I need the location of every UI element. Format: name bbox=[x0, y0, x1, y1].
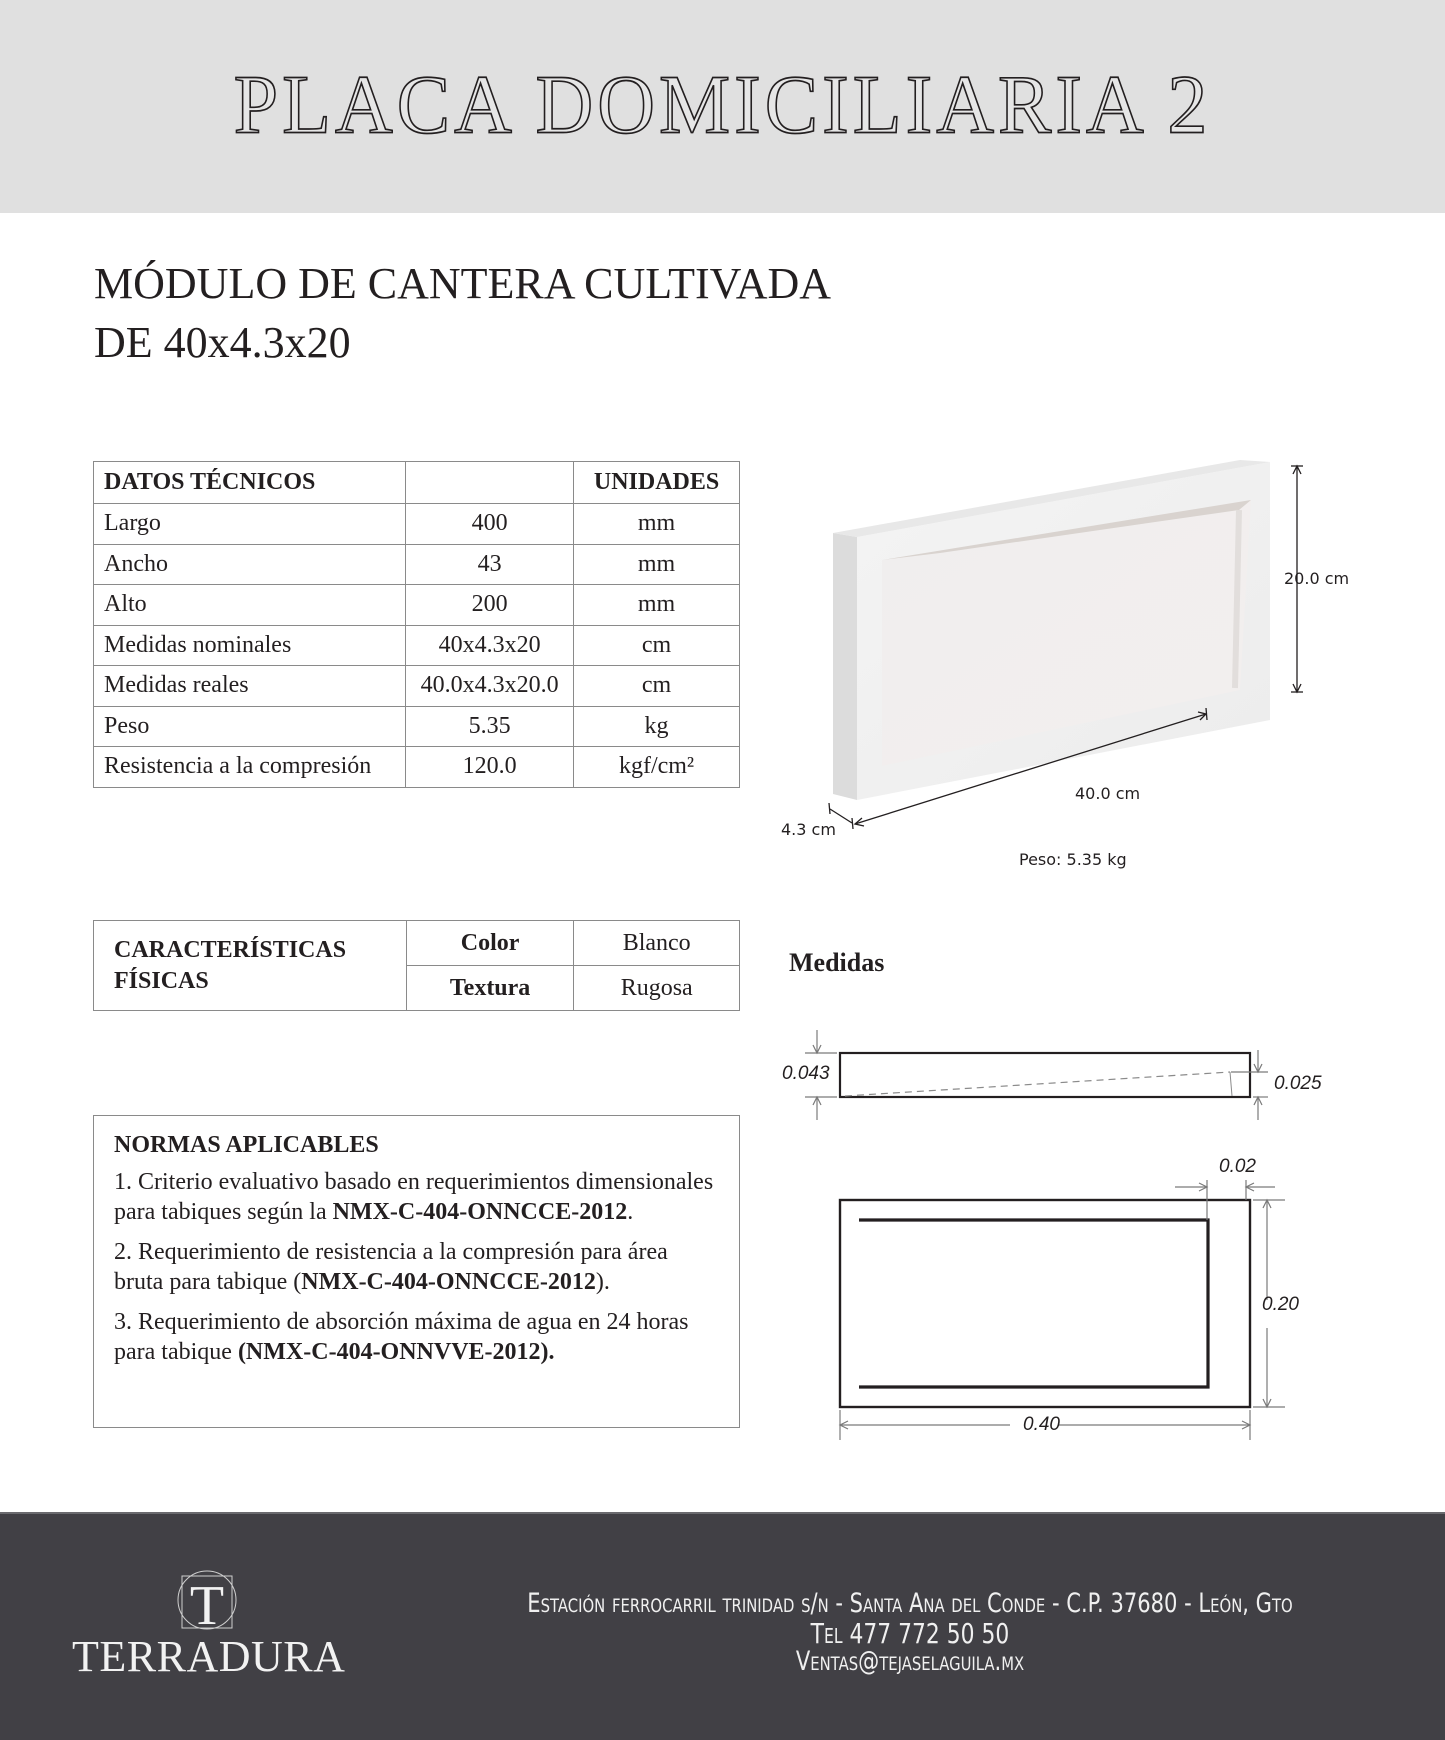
norma-item bbox=[114, 1167, 719, 1227]
row-value: 200 bbox=[406, 585, 574, 626]
norma-text: 1. Criterio evaluativo basado en requerimientos dimensionales para tabiques según la bbox=[114, 1169, 714, 1225]
table-row bbox=[94, 921, 740, 966]
table-row bbox=[94, 747, 740, 788]
row-unit: cm bbox=[574, 625, 740, 666]
characteristics-table bbox=[93, 920, 740, 1011]
row-label: Alto bbox=[94, 585, 406, 626]
row-unit: mm bbox=[574, 504, 740, 545]
footer-phone: Tel 477 772 50 50 bbox=[810, 1617, 1010, 1650]
photo-height-label: 20.0 cm bbox=[1284, 569, 1350, 588]
product-subtitle bbox=[94, 254, 831, 372]
norma-text: 2. Requerimiento de resistencia a la compresión para área bruta para tabique ( bbox=[114, 1239, 668, 1295]
norma-suffix: . bbox=[627, 1199, 634, 1225]
subtitle-line-1: MÓDULO DE CANTERA CULTIVADA bbox=[94, 259, 832, 308]
norma-text: 3. Requerimiento de absorción máxima de agua en 24 horas para tabique bbox=[114, 1309, 689, 1365]
row-unit: cm bbox=[574, 666, 740, 707]
side-left-thickness-label: 0.043 bbox=[782, 1063, 830, 1084]
logo-letter: T bbox=[189, 1575, 225, 1637]
attribute-texture: Textura bbox=[406, 966, 574, 1011]
row-unit: kgf/cm² bbox=[574, 747, 740, 788]
norma-code: NMX-C-404-ONNCCE-2012 bbox=[332, 1199, 628, 1225]
table-header-row bbox=[94, 462, 740, 504]
row-label: Medidas reales bbox=[94, 666, 406, 707]
norma-code: NMX-C-404-ONNCCE-2012 bbox=[301, 1269, 596, 1295]
value-color: Blanco bbox=[574, 921, 740, 966]
row-value: 400 bbox=[406, 504, 574, 545]
row-value: 120.0 bbox=[406, 747, 574, 788]
table-row bbox=[94, 504, 740, 545]
row-label: Resistencia a la compresión bbox=[94, 747, 406, 788]
row-unit: kg bbox=[574, 706, 740, 747]
row-label: Largo bbox=[94, 504, 406, 545]
front-length-label: 0.40 bbox=[1023, 1414, 1060, 1435]
header-unidades: UNIDADES bbox=[574, 462, 740, 504]
front-view-drawing bbox=[770, 1140, 1330, 1450]
technical-data-table bbox=[93, 461, 740, 788]
row-unit: mm bbox=[574, 585, 740, 626]
brand-name: TERRADURA bbox=[72, 1632, 346, 1681]
table-row bbox=[94, 544, 740, 585]
side-right-thickness-label: 0.025 bbox=[1274, 1073, 1322, 1094]
photo-length-label: 40.0 cm bbox=[1075, 784, 1141, 803]
value-texture: Rugosa bbox=[574, 966, 740, 1011]
header-value bbox=[406, 462, 574, 504]
row-value: 5.35 bbox=[406, 706, 574, 747]
subtitle-line-2: DE 40x4.3x20 bbox=[94, 318, 351, 367]
page-title: PLACA DOMICILIARIA 2 bbox=[233, 58, 1212, 152]
characteristics-label-line-2: FÍSICAS bbox=[114, 967, 209, 994]
attribute-color: Color bbox=[406, 921, 574, 966]
photo-width-label: 4.3 cm bbox=[781, 820, 836, 839]
row-label: Medidas nominales bbox=[94, 625, 406, 666]
medidas-title: Medidas bbox=[789, 948, 885, 977]
front-height-label: 0.20 bbox=[1262, 1294, 1299, 1315]
table-row bbox=[94, 585, 740, 626]
table-row bbox=[94, 706, 740, 747]
side-view-drawing bbox=[770, 1020, 1330, 1130]
row-unit: mm bbox=[574, 544, 740, 585]
characteristics-label bbox=[94, 921, 407, 1011]
photo-dimension-lines bbox=[770, 440, 1370, 860]
row-label: Peso bbox=[94, 706, 406, 747]
row-label: Ancho bbox=[94, 544, 406, 585]
norma-item bbox=[114, 1307, 719, 1367]
characteristics-label-line-1: CARACTERÍSTICAS bbox=[114, 936, 347, 963]
normas-box bbox=[93, 1115, 740, 1428]
footer-email[interactable]: Ventas@tejaselaguila.mx bbox=[795, 1646, 1025, 1677]
norma-code: (NMX-C-404-ONNVVE-2012). bbox=[237, 1339, 555, 1365]
row-value: 40.0x4.3x20.0 bbox=[406, 666, 574, 707]
norma-suffix: ). bbox=[595, 1269, 610, 1295]
footer-address: Estación ferrocarril trinidad s/n - Santa Ana del Conde - C.P. 37680 - León, Gto bbox=[527, 1588, 1293, 1619]
norma-item bbox=[114, 1237, 719, 1297]
row-value: 40x4.3x20 bbox=[406, 625, 574, 666]
front-border-label: 0.02 bbox=[1219, 1156, 1256, 1177]
row-value: 43 bbox=[406, 544, 574, 585]
table-row bbox=[94, 625, 740, 666]
normas-title: NORMAS APLICABLES bbox=[114, 1132, 379, 1158]
table-row bbox=[94, 666, 740, 707]
header-datos-tecnicos: DATOS TÉCNICOS bbox=[94, 462, 406, 504]
photo-weight-label: Peso: 5.35 kg bbox=[1019, 850, 1127, 869]
